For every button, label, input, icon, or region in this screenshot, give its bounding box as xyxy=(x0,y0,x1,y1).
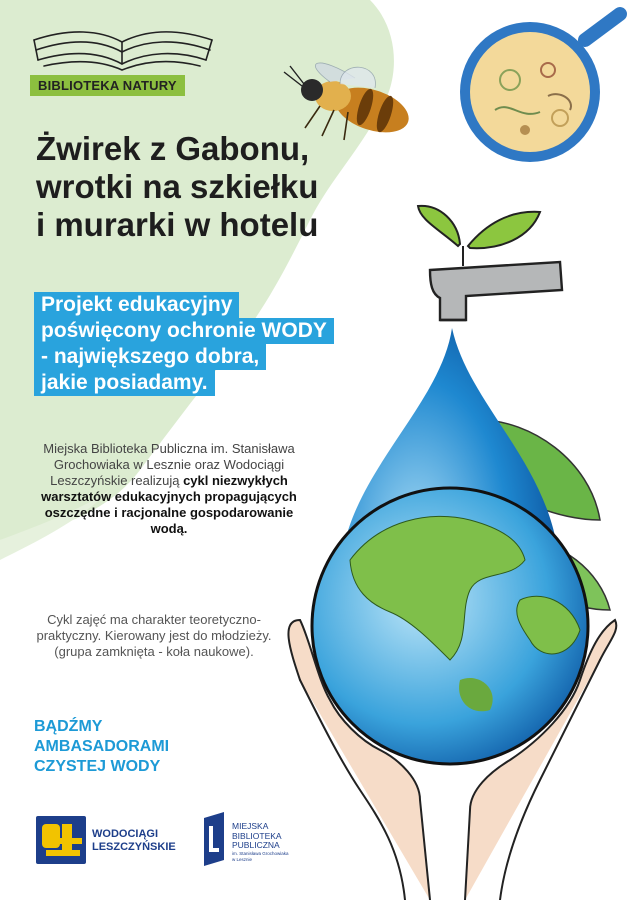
logo-line: WODOCIĄGI xyxy=(92,828,158,840)
subtitle-line: - największego dobra, xyxy=(34,344,266,370)
logo-line: MIEJSKA xyxy=(232,821,269,831)
section-badge: BIBLIOTEKA NATURY xyxy=(30,75,185,96)
subtitle-line: Projekt edukacyjny xyxy=(34,292,239,318)
poster-title xyxy=(36,130,416,244)
slogan-line: AMBASADORAMI xyxy=(34,738,170,755)
slogan-line: CZYSTEJ WODY xyxy=(34,758,161,775)
sprout-icon xyxy=(418,206,540,266)
library-logo-icon xyxy=(200,812,228,866)
logo-line: LESZCZYŃSKIE xyxy=(92,841,176,853)
details-paragraph: Cykl zajęć ma charakter teoretyczno-praktyczny. Kierowany jest do młodzieży. (grupa zamknięta - koła naukowe). xyxy=(36,612,272,659)
subtitle-block xyxy=(34,292,414,396)
wodociagi-logo-text xyxy=(92,828,176,854)
intro-text-bold: cykl niezwykłych warsztatów edukacyjnych propagujących oszczędne i racjonalne gospodarowanie wodą. xyxy=(41,473,297,536)
logo-line: PUBLICZNA xyxy=(232,840,280,850)
subtitle-line: jakie posiadamy. xyxy=(34,370,215,396)
subtitle-line: poświęcony ochronie WODY xyxy=(34,318,334,344)
logo-subline: im. Stanisława Grochowiaka xyxy=(232,850,289,856)
title-line: Żwirek z Gabonu, xyxy=(36,130,310,167)
logo-subline: w Lesznie xyxy=(232,856,253,862)
faucet-icon xyxy=(430,262,562,320)
globe-icon xyxy=(312,488,588,764)
library-logo-text xyxy=(232,822,289,863)
magnifier-icon xyxy=(460,14,620,162)
title-line: i murarki w hotelu xyxy=(36,206,319,243)
slogan-line: BĄDŹMY xyxy=(34,718,103,735)
wodociagi-logo-icon xyxy=(36,816,86,864)
open-book-icon xyxy=(34,32,212,70)
intro-text: Miejska Biblioteka Publiczna im. Stanisława Grochowiaka w Lesznie oraz Wodociągi Leszczyńskie realizują xyxy=(43,441,295,488)
logo-line: BIBLIOTEKA xyxy=(232,830,282,841)
title-line: wrotki na szkiełku xyxy=(36,168,319,205)
slogan xyxy=(34,717,234,777)
intro-paragraph xyxy=(34,441,304,537)
